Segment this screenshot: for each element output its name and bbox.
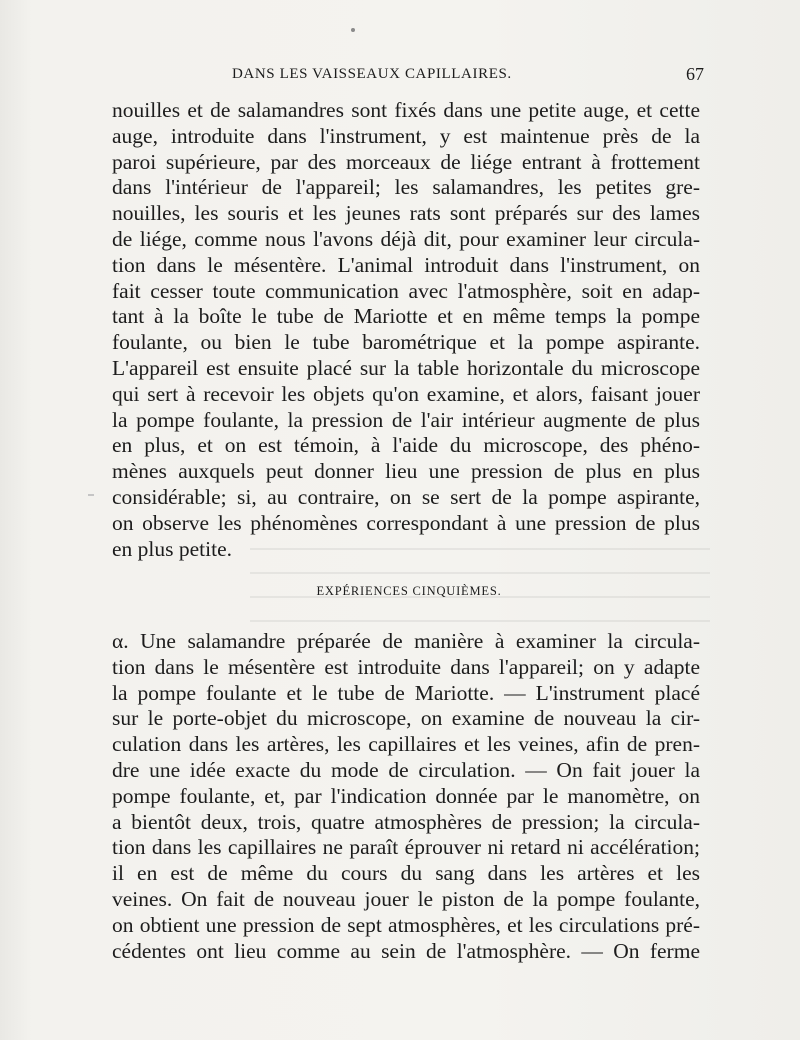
text-line: en plus, et on est témoin, à l'aide du microscope, des phéno-: [112, 433, 700, 458]
text-line: tion dans les capillaires ne paraît éprouver ni retard ni accélération;: [112, 835, 700, 860]
page-header: [122, 66, 704, 92]
text-line: qui sert à recevoir les objets qu'on examine, et alors, faisant jouer: [112, 381, 700, 406]
page-number: 67: [686, 64, 704, 84]
text-line: auge, introduite dans l'instrument, y est maintenue près de la: [112, 123, 700, 148]
text-line: cédentes ont lieu comme au sein de l'atmosphère. — On ferme: [112, 938, 700, 963]
text-line: veines. On fait de nouveau jouer le piston de la pompe foulante,: [112, 886, 700, 911]
text-line: paroi supérieure, par des morceaux de liége entrant à frottement: [112, 149, 700, 174]
text-line: la pompe foulante et le tube de Mariotte. — L'instrument placé: [112, 680, 700, 705]
text-line: L'appareil est ensuite placé sur la table horizontale du microscope: [112, 355, 700, 380]
text-line: pompe foulante, et, par l'indication donnée par le manomètre, on: [112, 783, 700, 808]
text-line: la pompe foulante, la pression de l'air intérieur augmente de plus: [112, 407, 700, 432]
text-line: foulante, ou bien le tube barométrique et la pompe aspirante.: [112, 330, 700, 355]
text-line: mènes auxquels peut donner lieu une pression de plus en plus: [112, 459, 700, 484]
text-line: dre une idée exacte du mode de circulation. — On fait jouer la: [112, 757, 700, 782]
text-line: tant à la boîte le tube de Mariotte et en même temps la pompe: [112, 304, 700, 329]
section-heading: EXPÉRIENCES CINQUIÈMES.: [316, 584, 502, 598]
text-line: dans l'intérieur de l'appareil; les salamandres, les petites gre-: [112, 175, 700, 200]
text-line: tion dans le mésentère est introduite dans l'appareil; on y adapte: [112, 654, 700, 679]
paragraph-continuation: [112, 98, 700, 562]
text-line: en plus petite.: [112, 536, 233, 561]
ink-speck: [351, 28, 355, 32]
text-line: de liége, comme nous l'avons déjà dit, pour examiner leur circula-: [112, 226, 700, 251]
text-line: sur le porte-objet du microscope, on examine de nouveau la cir-: [112, 706, 700, 731]
text-line: α. Une salamandre préparée de manière à examiner la circula-: [112, 629, 700, 653]
text-line: nouilles et de salamandres sont fixés dans une petite auge, et cette: [112, 98, 700, 122]
text-line: tion dans le mésentère. L'animal introduit dans l'instrument, on: [112, 252, 700, 277]
text-line: culation dans les artères, les capillaires et les veines, afin de pren-: [112, 732, 700, 757]
text-line: a bientôt deux, trois, quatre atmosphères de pression; la circula-: [112, 809, 700, 834]
text-line: fait cesser toute communication avec l'atmosphère, soit en adap-: [112, 278, 700, 303]
text-line: nouilles, les souris et les jeunes rats sont préparés sur des lames: [112, 201, 700, 226]
text-line: on obtient une pression de sept atmosphères, et les circulations pré-: [112, 912, 700, 937]
paragraph-experiment-alpha: [112, 629, 700, 964]
margin-mark: [88, 494, 94, 496]
text-line: on observe les phénomènes correspondant à une pression de plus: [112, 510, 700, 535]
running-head: DANS LES VAISSEAUX CAPILLAIRES.: [232, 66, 512, 82]
text-line: il en est de même du cours du sang dans les artères et les: [112, 861, 700, 886]
text-line: considérable; si, au contraire, on se sert de la pompe aspirante,: [112, 484, 700, 509]
